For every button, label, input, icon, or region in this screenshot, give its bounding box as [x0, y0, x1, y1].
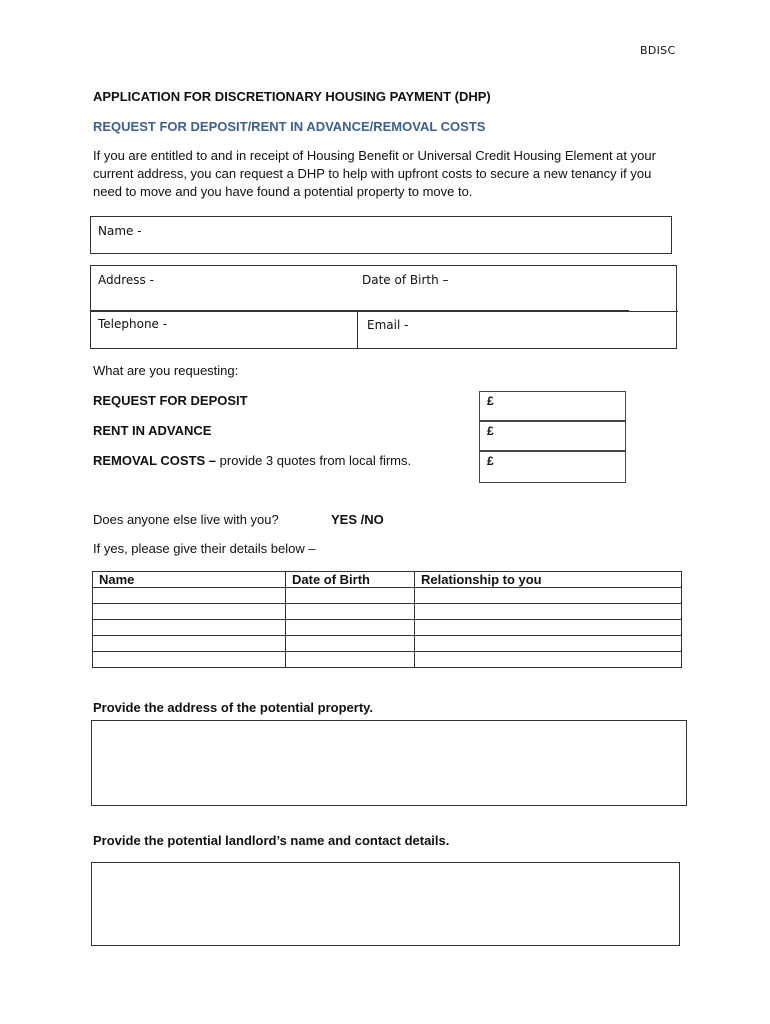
- rent-in-advance-label: RENT IN ADVANCE: [93, 423, 212, 438]
- name-label: Name -: [98, 224, 142, 238]
- table-header-row: [93, 572, 682, 588]
- table-cell[interactable]: [415, 620, 682, 636]
- deposit-label: REQUEST FOR DEPOSIT: [93, 393, 248, 408]
- request-question: What are you requesting:: [93, 363, 239, 378]
- column-header-date-of-birth: Date of Birth: [286, 572, 415, 588]
- address-field[interactable]: [90, 265, 360, 309]
- landlord-details-label: Provide the potential landlord’s name and contact details.: [93, 833, 450, 848]
- landlord-details-field[interactable]: [91, 862, 680, 946]
- currency-symbol: £: [487, 394, 494, 408]
- column-header-name: Name: [93, 572, 286, 588]
- telephone-label: Telephone -: [98, 317, 168, 331]
- household-question: Does anyone else live with you?: [93, 512, 279, 527]
- email-field[interactable]: [358, 309, 676, 349]
- page-subtitle: REQUEST FOR DEPOSIT/RENT IN ADVANCE/REMOVAL COSTS: [93, 119, 486, 134]
- table-cell[interactable]: [93, 652, 286, 668]
- name-field[interactable]: [90, 216, 672, 254]
- date-of-birth-label: Date of Birth –: [362, 273, 449, 287]
- table-cell[interactable]: [415, 652, 682, 668]
- table-cell[interactable]: [93, 604, 286, 620]
- removal-costs-label: [93, 453, 411, 468]
- table-cell[interactable]: [286, 620, 415, 636]
- currency-symbol: £: [487, 424, 494, 438]
- table-row: [93, 604, 682, 620]
- removal-costs-heading: REMOVAL COSTS –: [93, 453, 217, 468]
- deposit-amount-field[interactable]: [479, 391, 626, 421]
- table-cell[interactable]: [415, 588, 682, 604]
- column-header-relationship: Relationship to you: [415, 572, 682, 588]
- table-cell[interactable]: [286, 604, 415, 620]
- table-cell[interactable]: [286, 652, 415, 668]
- table-row: [93, 588, 682, 604]
- removal-costs-note: provide 3 quotes from local firms.: [216, 453, 412, 468]
- currency-symbol: £: [487, 454, 494, 468]
- table-cell[interactable]: [93, 588, 286, 604]
- table-cell[interactable]: [286, 636, 415, 652]
- table-row: [93, 620, 682, 636]
- yes-no-option[interactable]: YES /NO: [331, 512, 384, 527]
- table-cell[interactable]: [93, 620, 286, 636]
- household-instruction: If yes, please give their details below –: [93, 541, 316, 556]
- telephone-field[interactable]: [90, 309, 360, 349]
- table-cell[interactable]: [286, 588, 415, 604]
- email-label: Email -: [367, 318, 409, 332]
- address-label: Address -: [98, 273, 154, 287]
- household-table: [92, 571, 682, 668]
- table-cell[interactable]: [415, 604, 682, 620]
- property-address-label: Provide the address of the potential property.: [93, 700, 374, 715]
- property-address-field[interactable]: [91, 720, 687, 806]
- removal-amount-field[interactable]: [479, 451, 626, 483]
- form-reference: BDISC: [640, 44, 676, 57]
- page-title: APPLICATION FOR DISCRETIONARY HOUSING PAYMENT (DHP): [93, 89, 491, 104]
- table-cell[interactable]: [93, 636, 286, 652]
- table-row: [93, 636, 682, 652]
- rent-amount-field[interactable]: [479, 421, 626, 451]
- date-of-birth-field[interactable]: [358, 265, 676, 309]
- table-cell[interactable]: [415, 636, 682, 652]
- intro-paragraph: If you are entitled to and in receipt of Housing Benefit or Universal Credit Housing Element at your current address, you can request a DHP to help with upfront costs to secure a new tenancy if you need to move and you have found a potential property to move to.: [93, 148, 656, 199]
- table-row: [93, 652, 682, 668]
